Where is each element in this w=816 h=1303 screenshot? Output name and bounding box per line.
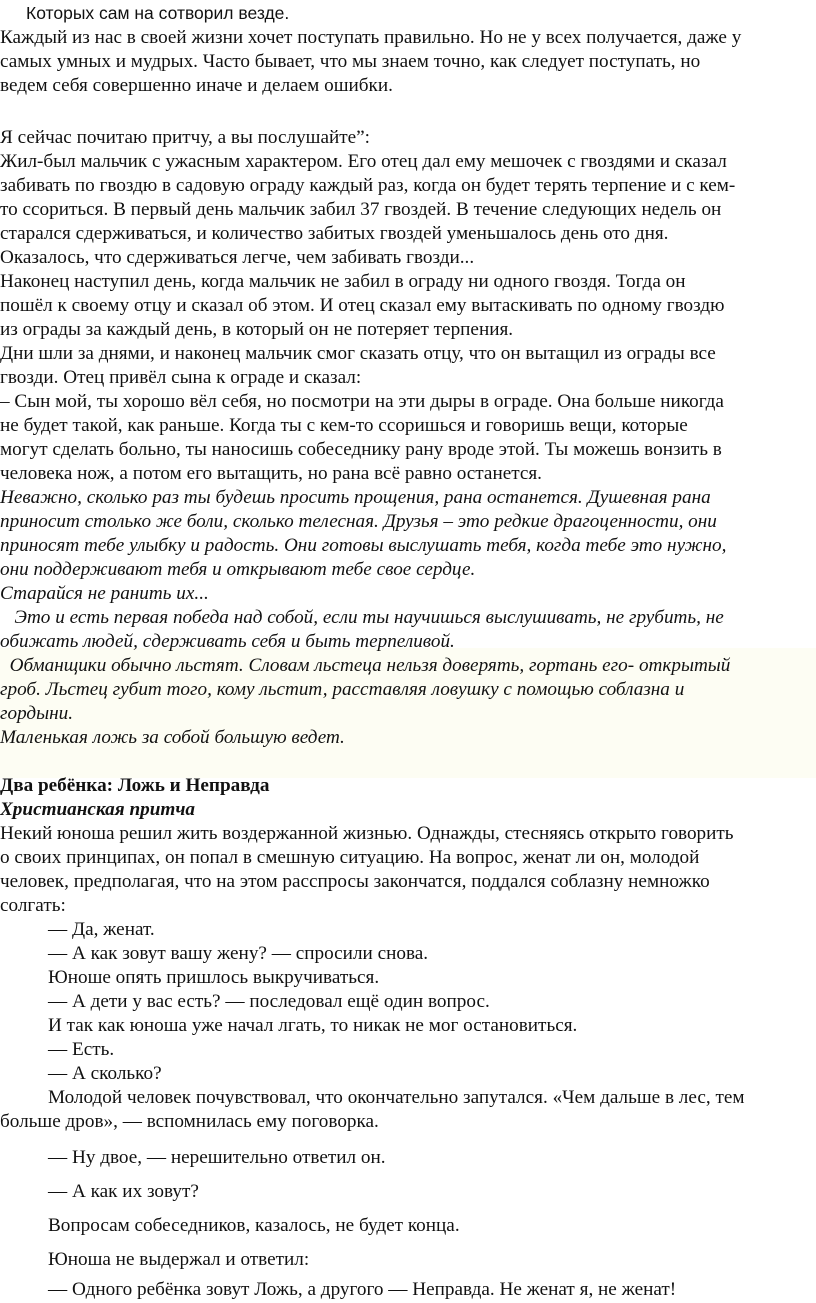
parable-line: Оказалось, что сдерживаться легче, чем забивать гвозди... [0, 247, 475, 268]
moral-line: обижать людей, сдерживать себя и быть терпеливой. [0, 631, 455, 652]
parable-line: забивать по гвоздю в садовую ограду каждый раз, когда он будет терять терпение и с кем- [0, 175, 736, 196]
moral-line: гроб. Льстец губит того, кому льстит, расставляя ловушку с помощью соблазна и [0, 679, 685, 700]
intro-line: Каждый из нас в своей жизни хочет поступать правильно. Но не у всех получается, даже у [0, 27, 742, 48]
dialogue-line: Вопросам собеседников, казалось, не будет конца. [48, 1215, 460, 1236]
moral-line: Неважно, сколько раз ты будешь просить прощения, рана останется. Душевная рана [0, 487, 711, 508]
dialogue-line: — Ну двое, — нерешительно ответил он. [48, 1147, 386, 1168]
intro-line: самых умных и мудрых. Часто бывает, что мы знаем точно, как следует поступать, но [0, 51, 701, 72]
parable-line: не будет такой, как раньше. Когда ты с кем-то ссоришься и говоришь вещи, которые [0, 415, 688, 436]
moral-line: Это и есть первая победа над собой, если ты научишься выслушивать, не грубить, не [0, 607, 724, 628]
dialogue-line: — А как их зовут? [48, 1181, 199, 1202]
parable-line: Я сейчас почитаю притчу, а вы послушайте”: [0, 127, 370, 148]
section-title: Два ребёнка: Ложь и Неправда [0, 775, 270, 796]
dialogue-line: — Есть. [48, 1039, 115, 1060]
parable-line: Некий юноша решил жить воздержанной жизнью. Однажды, стесняясь открыто говорить [0, 823, 734, 844]
moral-line: Обманщики обычно льстят. Словам льстеца нельзя доверять, гортань его- открытый [0, 655, 731, 676]
parable-line: могут сделать больно, ты наносишь собеседнику рану вроде этой. Ты можешь вонзить в [0, 439, 722, 460]
dialogue-line: Молодой человек почувствовал, что окончательно запутался. «Чем дальше в лес, тем [48, 1087, 745, 1108]
moral-line: они поддерживают тебя и открывают тебе свое сердце. [0, 559, 476, 580]
parable-line: Дни шли за днями, и наконец мальчик смог сказать отцу, что он вытащил из ограды все [0, 343, 716, 364]
dialogue-line: — Да, женат. [48, 919, 155, 940]
dialogue-line: — Одного ребёнка зовут Ложь, а другого — Неправда. Не женат я, не женат! [48, 1279, 677, 1300]
parable-line: старался сдерживаться, и количество забитых гвоздей уменьшалось день ото дня. [0, 223, 669, 244]
dialogue-line: — А дети у вас есть? — последовал ещё один вопрос. [48, 991, 490, 1012]
dialogue-line: — А сколько? [48, 1063, 162, 1084]
moral-line: приносят тебе улыбку и радость. Они готовы выслушать тебя, когда тебе это нужно, [0, 535, 727, 556]
parable-line: человека нож, а потом его вытащить, но рана всё равно останется. [0, 463, 542, 484]
dialogue-line: Юноша не выдержал и ответил: [48, 1249, 310, 1270]
dialogue-line: И так как юноша уже начал лгать, то никак не мог остановиться. [48, 1015, 578, 1036]
parable-line: гвозди. Отец привёл сына к ограде и сказал: [0, 367, 362, 388]
moral-line: Старайся не ранить их... [0, 583, 209, 604]
parable-line: Наконец наступил день, когда мальчик не забил в ограду ни одного гвоздя. Тогда он [0, 271, 686, 292]
parable-line: – Сын мой, ты хорошо вёл себя, но посмотри на эти дыры в ограде. Она больше никогда [0, 391, 724, 412]
parable-line: из ограды за каждый день, в который он не потеряет терпения. [0, 319, 514, 340]
parable-line: о своих принципах, он попал в смешную ситуацию. На вопрос, женат ли он, молодой [0, 847, 700, 868]
section-subtitle: Христианская притча [0, 799, 195, 820]
parable-line: то ссориться. В первый день мальчик забил 37 гвоздей. В течение следующих недель он [0, 199, 722, 220]
moral-line: приносит столько же боли, сколько телесная. Друзья – это редкие драгоценности, они [0, 511, 717, 532]
intro-line: ведем себя совершенно иначе и делаем ошибки. [0, 75, 393, 96]
parable-line: больше дров», — вспомнилась ему поговорка. [0, 1111, 379, 1132]
parable-line: Жил-был мальчик с ужасным характером. Его отец дал ему мешочек с гвоздями и сказал [0, 151, 727, 172]
dialogue-line: Юноше опять пришлось выкручиваться. [48, 967, 380, 988]
intro-line: Которых сам на сотворил везде. [26, 3, 290, 23]
dialogue-line: — А как зовут вашу жену? — спросили снова. [48, 943, 429, 964]
moral-line: гордыни. [0, 703, 74, 724]
moral-line: Маленькая ложь за собой большую ведет. [0, 727, 345, 748]
parable-line: пошёл к своему отцу и сказал об этом. И отец сказал ему вытаскивать по одному гвоздю [0, 295, 725, 316]
parable-line: человек, предполагая, что на этом расспросы закончатся, поддался соблазну немножко [0, 871, 710, 892]
parable-line: солгать: [0, 895, 66, 916]
